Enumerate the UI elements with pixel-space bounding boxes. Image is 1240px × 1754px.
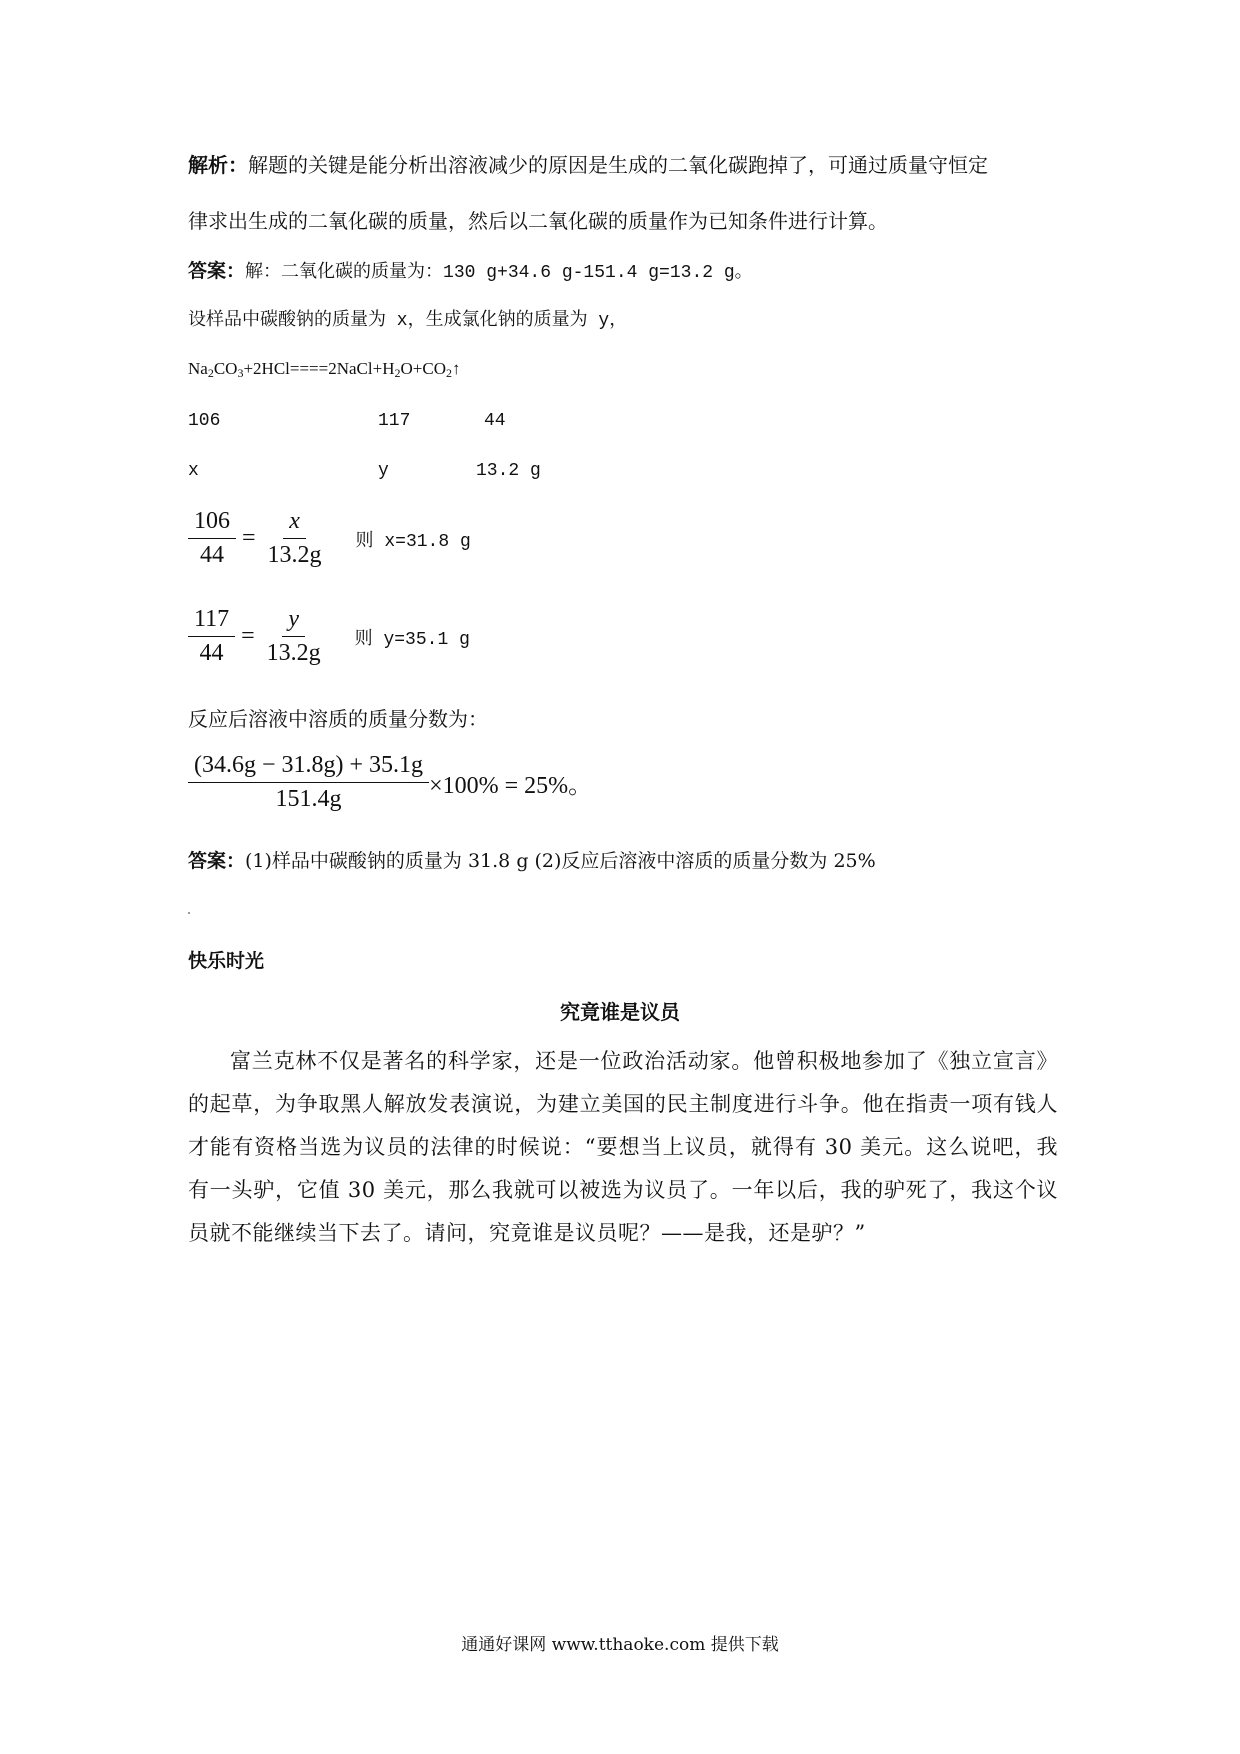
numerator: 106 — [188, 508, 236, 539]
ratio-result: 则 y=35.1 g — [354, 629, 470, 650]
analysis-line-2: 律求出生成的二氧化碳的质量，然后以二氧化碳的质量作为已知条件进行计算。 — [188, 209, 888, 233]
answer-line-2 — [188, 848, 876, 874]
mass-117: 117 — [378, 411, 411, 431]
mass-44: 44 — [484, 411, 506, 431]
ratio-equation-1 — [188, 508, 471, 569]
mass-fraction-calculation — [188, 752, 592, 813]
answer-label: 答案： — [188, 260, 246, 282]
fraction-right — [261, 606, 327, 667]
eq-part: O+CO — [400, 359, 446, 378]
var-y: y — [378, 461, 389, 481]
numerator: (34.6g − 31.8g) + 35.1g — [188, 752, 429, 783]
analysis-text-1: 解题的关键是能分析出溶液减少的原因是生成的二氧化碳跑掉了，可通过质量守恒定 — [248, 153, 988, 177]
eq-part: +2HCl====2NaCl+H — [243, 359, 395, 378]
answer-label: 答案： — [188, 850, 246, 872]
var-x: x — [188, 461, 199, 481]
eq-sub: 2 — [394, 366, 401, 380]
eq-part: Na — [188, 359, 208, 378]
denominator: 13.2g — [267, 542, 322, 568]
section-title: 快乐时光 — [188, 950, 265, 972]
denominator: 44 — [199, 640, 224, 666]
setup-line: 设样品中碳酸钠的质量为 x，生成氯化钠的质量为 y， — [188, 311, 628, 331]
chemical-equation — [188, 356, 460, 382]
analysis-label: 解析： — [188, 153, 248, 177]
mass-fraction-intro: 反应后溶液中溶质的质量分数为： — [188, 707, 488, 731]
answer-text: 解：二氧化碳的质量为：130 g+34.6 g-151.4 g=13.2 g。 — [245, 263, 753, 283]
equals-sign: = — [242, 525, 256, 551]
numerator: 117 — [188, 606, 235, 637]
denominator: 13.2g — [266, 640, 321, 666]
denominator: 151.4g — [275, 786, 342, 812]
percentage-result: ×100% = 25%。 — [429, 773, 593, 799]
fraction-left — [188, 606, 235, 667]
answer-line-1 — [188, 258, 753, 286]
eq-sub: 2 — [445, 366, 452, 380]
big-fraction — [188, 752, 429, 813]
numerator — [283, 508, 306, 539]
page-footer: 通通好课网 www.tthaoke.com 提供下载 — [461, 1635, 779, 1655]
answer-text: (1)样品中碳酸钠的质量为 31.8 g (2)反应后溶液中溶质的质量分数为 25% — [245, 850, 876, 872]
eq-part: CO — [213, 359, 238, 378]
eq-sub: 2 — [207, 366, 214, 380]
story-body: 富兰克林不仅是著名的科学家，还是一位政治活动家。他曾积极地参加了《独立宣言》的起草，为争取黑人解放发表演说，为建立美国的民主制度进行斗争。他在指责一项有钱人才能有资格当选为议员的法律的时候说：“要想当上议员，就得有 30 美元。这么说吧，我有一头驴，它值 30 美元，那么我就可以被选为议员了。一年以后，我的驴死了，我这个议员就不能继续当下去了。请问，究竟谁是议员呢？——是我，还是驴？” — [188, 1049, 1058, 1245]
numerator — [282, 606, 305, 637]
fraction-left — [188, 508, 236, 569]
variable: y — [288, 606, 299, 632]
scan-speck — [188, 912, 190, 914]
story-title: 究竟谁是议员 — [560, 1000, 680, 1024]
variable: x — [289, 508, 300, 534]
denominator: 44 — [200, 542, 224, 568]
equals-sign: = — [241, 623, 255, 649]
var-co2-mass: 13.2 g — [476, 461, 541, 481]
analysis-line-1 — [188, 152, 988, 178]
eq-arrow: ↑ — [451, 359, 461, 378]
eq-sub: 3 — [237, 366, 244, 380]
ratio-equation-2 — [188, 606, 470, 667]
mass-106: 106 — [188, 411, 221, 431]
ratio-result: 则 x=31.8 g — [355, 531, 471, 552]
fraction-right — [262, 508, 328, 569]
